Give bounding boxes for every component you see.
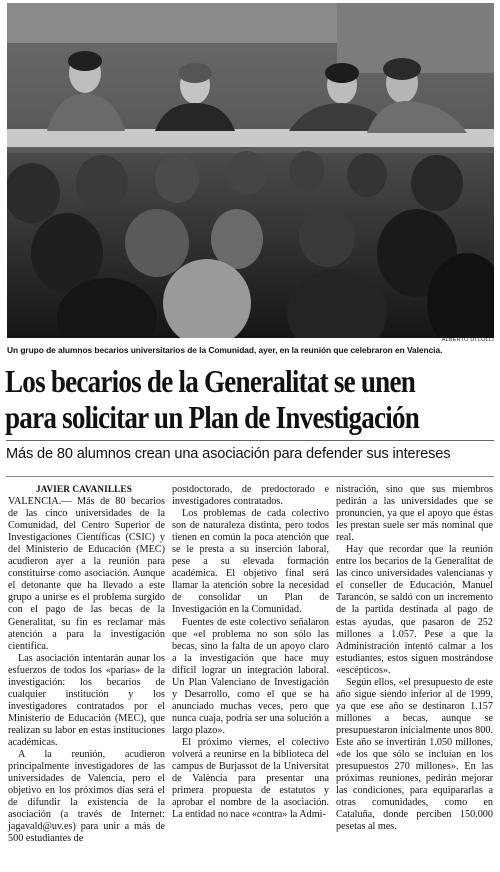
photo-caption: Un grupo de alumnos becarios universitarios de la Comunidad, ayer, en la reunión que celebraron en Valencia.	[7, 345, 443, 355]
headline	[5, 364, 495, 436]
paragraph: Las asociación intentarán aunar los esfuerzos de todos los «parias» de la investigación: los becarios de cualquier institución y los investigadores contratados por el Ministerio de Educación (MEC), que realizan su labor en estas instituciones académicas.	[8, 652, 165, 748]
divider-bottom	[6, 476, 494, 477]
paragraph: Los problemas de cada colectivo son de naturaleza distinta, pero todos tienen en común la poca atención que se le presta a su inserción laboral, pese a su elevada formación académica. El objetivo final será llamar la atención sobre la necesidad de consolidar un Plan de Investigación en la Comunidad.	[172, 508, 329, 616]
photo-credit: ALBERTO DI LOLLI	[441, 337, 494, 343]
article-column-2	[172, 484, 329, 821]
article-column-1	[8, 484, 165, 845]
article-column-3	[336, 484, 493, 833]
subheadline: Más de 80 alumnos crean una asociación para defender sus intereses	[6, 446, 451, 462]
divider-top	[6, 440, 494, 441]
paragraph: VALENCIA.— Más de 80 becarios de las cinco universidades de la Comunidad, del Centro Superior de Investigaciones Científicas (CSIC) y del Ministerio de Educación (MEC) acudieron ayer a la reunión para constituirse como asociación. Aunque el detonante que ha llevado a este grupo a unirse es el problema surgido con el pago de las becas de la Generalitat, su fin es reclamar más atención a para la investigación científica.	[8, 496, 165, 652]
paragraph: Hay que recordar que la reunión entre los becarios de la Generalitat de las cinco universidades valencianas y el conseller de Educación, Manuel Tarancón, se saldó con un incremento de la partida destinada al pago de estas ayudas, que pasaron de 252 millones a 1.057. Pese a que la Administración intentó calmar a los estudiantes, estos siguen mostrándose «escépticos».	[336, 544, 493, 676]
paragraph: Fuentes de este colectivo señalaron que «el problema no son sólo las becas, sino la falta de un apoyo claro a la investigación que hace muy difícil lograr un integración laboral. Un Plan Valenciano de Investigación y Desarrollo, como el que se ha anunciado muchas veces, pero que nunca cuaja, podría ser una solución a largo plazo».	[172, 616, 329, 736]
headline-line-2: para solicitar un Plan de Investigación	[5, 400, 420, 435]
paragraph: A la reunión, acudieron principalmente investigadores de las universidades de Valencia, pero el objetivo en los próximos días será el de difundir la existencia de la asociación (a través de Internet: jagavald@uv.es) para unir a más de 500 estudiantes de	[8, 749, 165, 845]
headline-line-1: Los becarios de la Generalitat se unen	[5, 364, 416, 399]
news-photo	[7, 3, 494, 338]
paragraph: nistración, sino que sus miembros pedirán a las universidades que se pronuncien, ya que el apoyo que éstas les prestan suele ser más nominal que real.	[336, 484, 493, 544]
paragraph: postdoctorado, de predoctorado e investigadores contratados.	[172, 484, 329, 508]
paragraph: El próximo viernes, el colectivo volverá a reunirse en la biblioteca del campus de Burjassot de la Universitat de València para presentar una primera propuesta de estatutos y aprobar el nombre de la asociación. La entidad no nace «contra» la Admi-	[172, 736, 329, 821]
meeting-photo-illustration	[7, 3, 494, 338]
byline: JAVIER CAVANILLES	[36, 485, 132, 495]
paragraph: Según ellos, «el presupuesto de este año sigue siendo inferior al de 1999, ya que ese año se destinaron 1.157 millones a becas, aunque se presupuestaron inicialmente unos 800. Este año se invertirán 1.050 millones, «de los que sólo se incluían en los presupuestos 270 millones». En las próximas reuniones, pedirán mejorar las condiciones, para equipararlas a otras comunidades, como en Cataluña, donde perciben 150.000 pesetas al mes.	[336, 676, 493, 833]
